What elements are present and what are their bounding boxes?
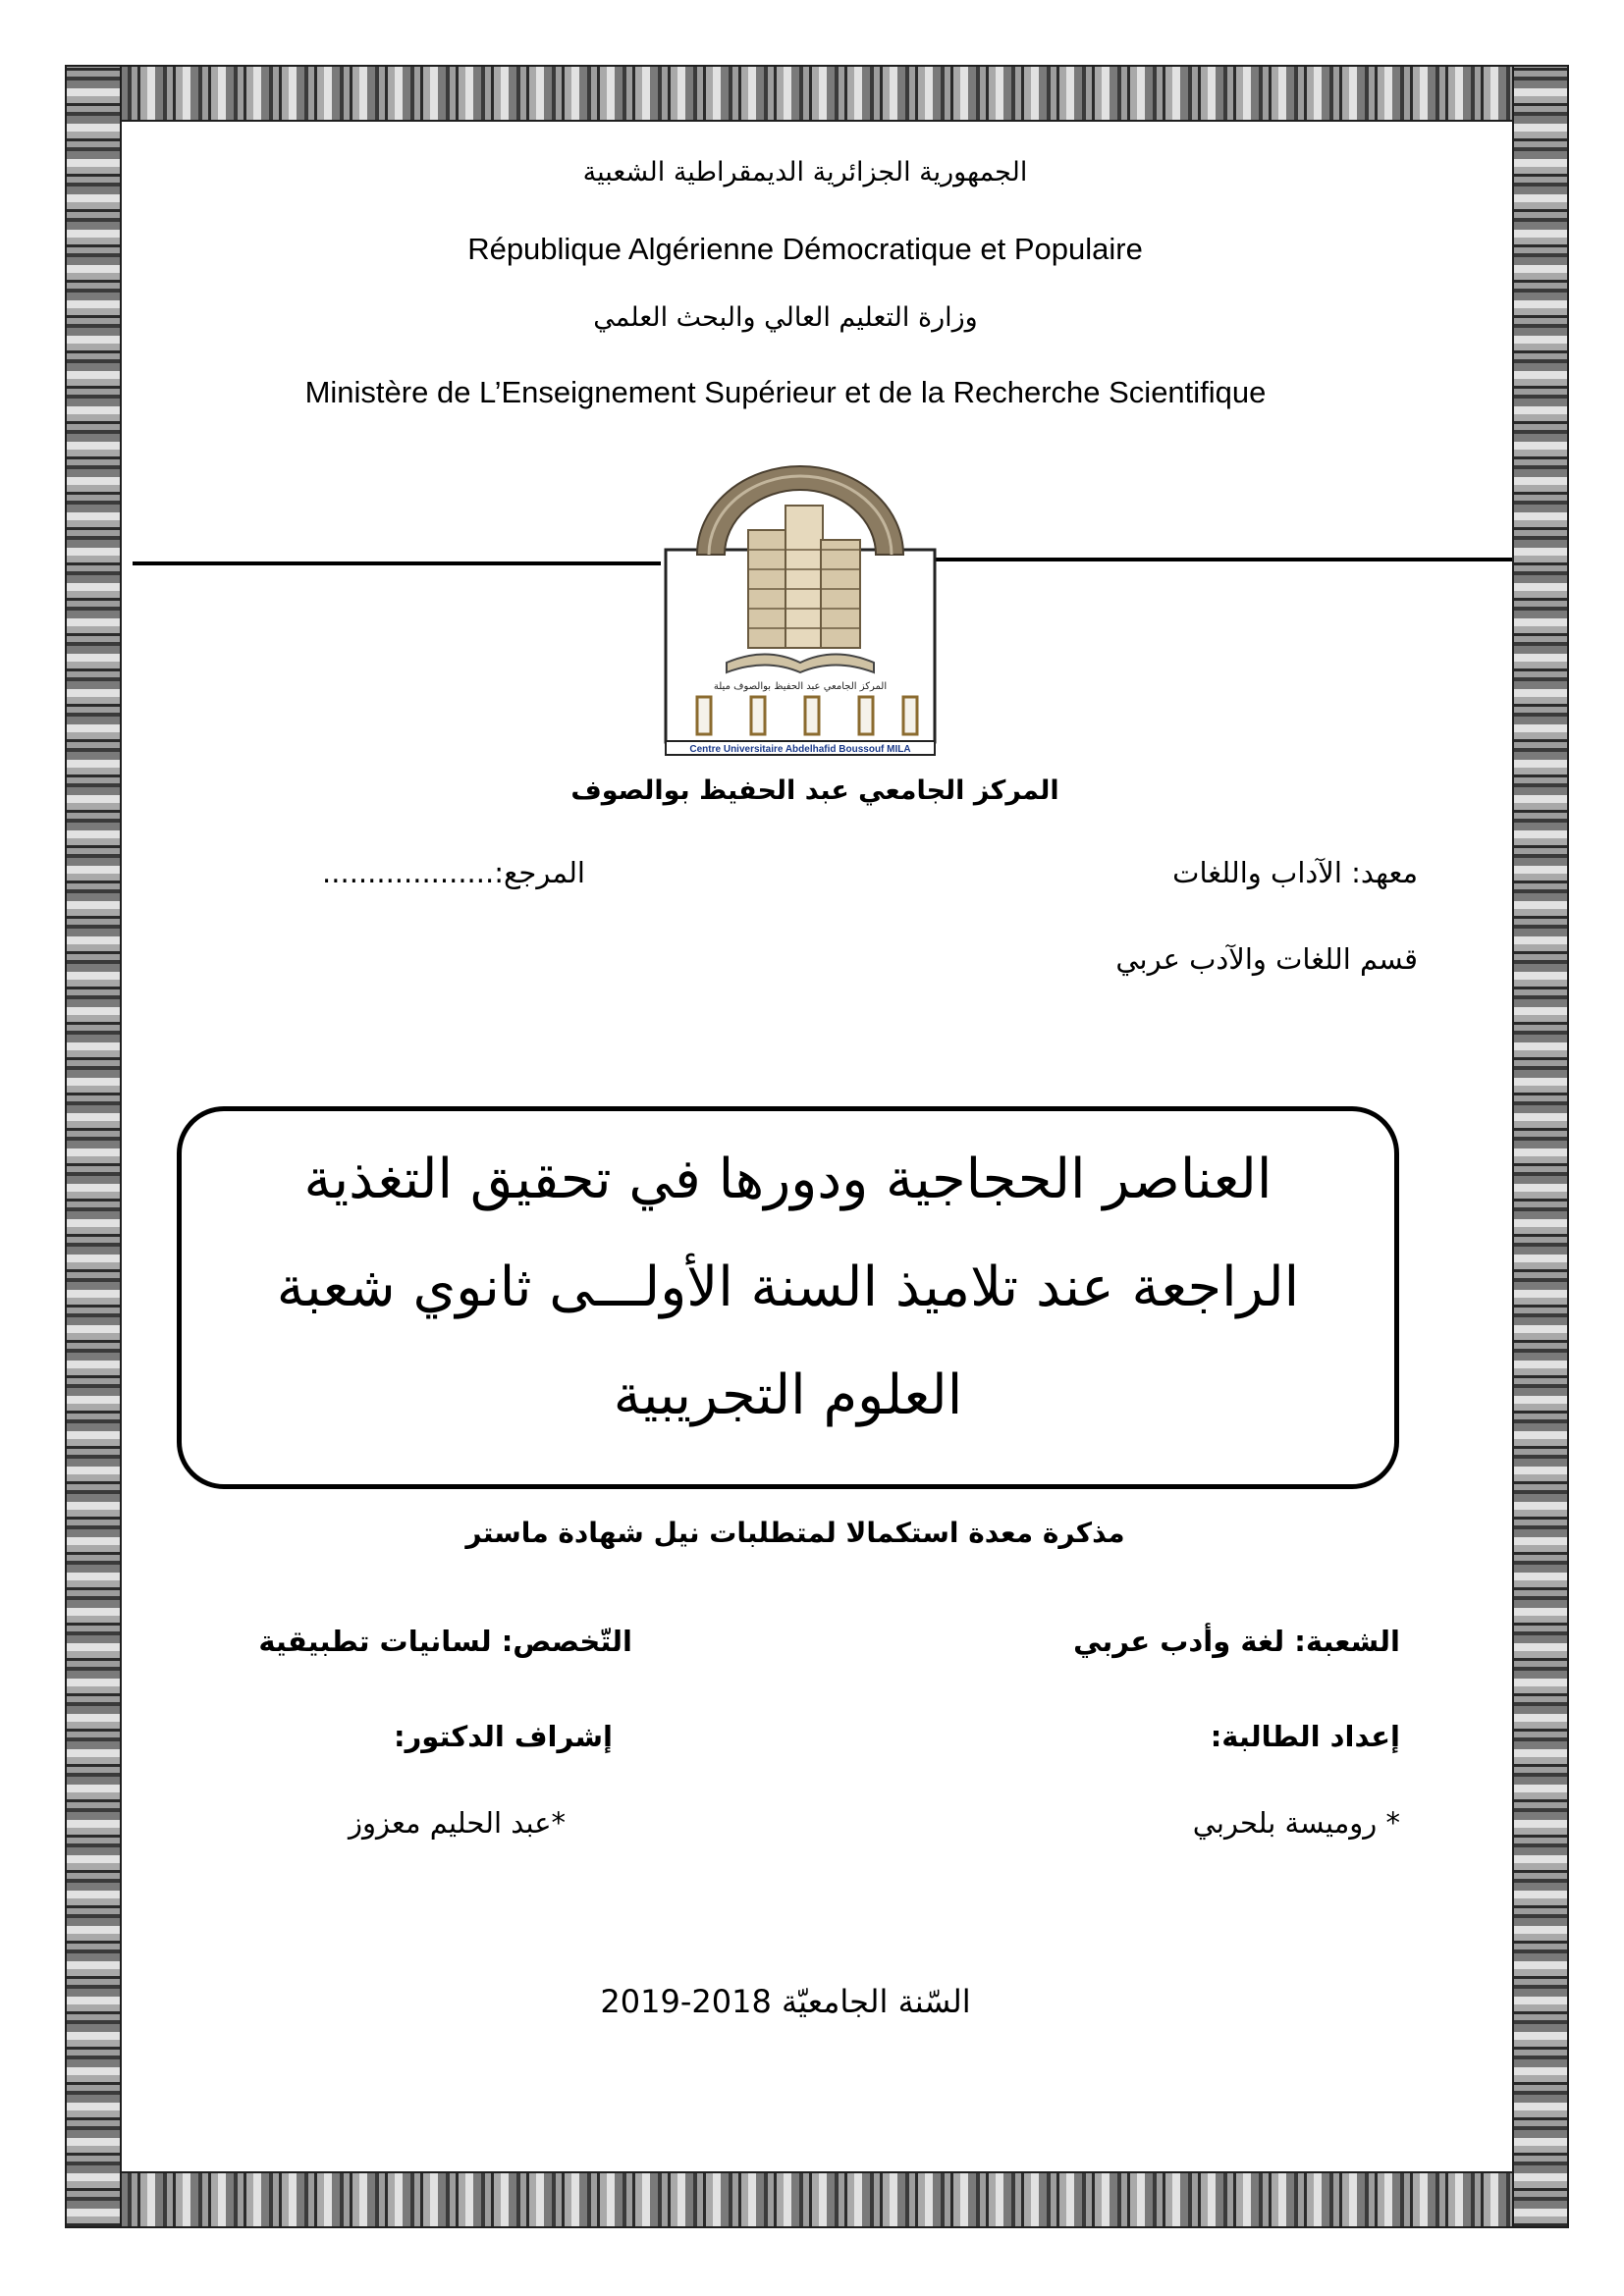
memo-statement: مذكرة معدة استكمالا لمتطلبات نيل شهادة ماستر [465, 1517, 1125, 1549]
frame-left-border [65, 65, 122, 2228]
university-logo [658, 461, 943, 756]
logo-arabic-caption: المركز الجامعي عبد الحفيظ بوالصوف ميلة [713, 681, 888, 692]
ministry-french: Ministère de L’Enseignement Supérieur et de la Recherche Scientifique [304, 375, 1267, 409]
thesis-title-line-1: العناصر الحجاجية ودورها في تحقيق التغذية [303, 1148, 1272, 1211]
university-center-name: المركز الجامعي عبد الحفيظ بوالصوف [570, 775, 1059, 806]
logo-caption: Centre Universitaire Abdelhafid Boussouf MILA [689, 744, 911, 755]
prepared-by-label: إعداد الطالبة: [1210, 1720, 1400, 1753]
thesis-title-line-3: العلوم التجريبية [613, 1363, 963, 1427]
frame-bottom-border [65, 2171, 1569, 2228]
specialty-label: التّخصص: لسانيات تطبيقية [258, 1625, 632, 1658]
thesis-title-line-2: الراجعة عند تلاميذ السنة الأولـــى ثانوي شعبة [276, 1255, 1300, 1319]
academic-year: السّنة الجامعيّة 2018-2019 [600, 1983, 971, 2020]
branch-label: الشعبة: لغة وأدب عربي [1073, 1625, 1400, 1658]
department-label: قسم اللغات والآدب عربي [1115, 942, 1418, 976]
header-divider-right [933, 558, 1512, 561]
supervisor-label: إشراف الدكتور: [394, 1720, 613, 1753]
reference-label: المرجع:................... [322, 856, 585, 889]
republic-arabic: الجمهورية الجزائرية الديمقراطية الشعبية [582, 157, 1028, 187]
header-divider-left [133, 561, 661, 565]
student-name: * روميسة بلحربي [1192, 1806, 1400, 1840]
supervisor-name: *عبد الحليم معزوز [348, 1806, 566, 1840]
frame-top-border [65, 65, 1569, 122]
institute-label: معهد: الآداب واللغات [1172, 856, 1418, 889]
thesis-title-box [177, 1106, 1399, 1489]
frame-right-border [1512, 65, 1569, 2228]
republic-french: République Algérienne Démocratique et Populaire [467, 232, 1143, 266]
ministry-arabic: وزارة التعليم العالي والبحث العلمي [593, 302, 978, 333]
